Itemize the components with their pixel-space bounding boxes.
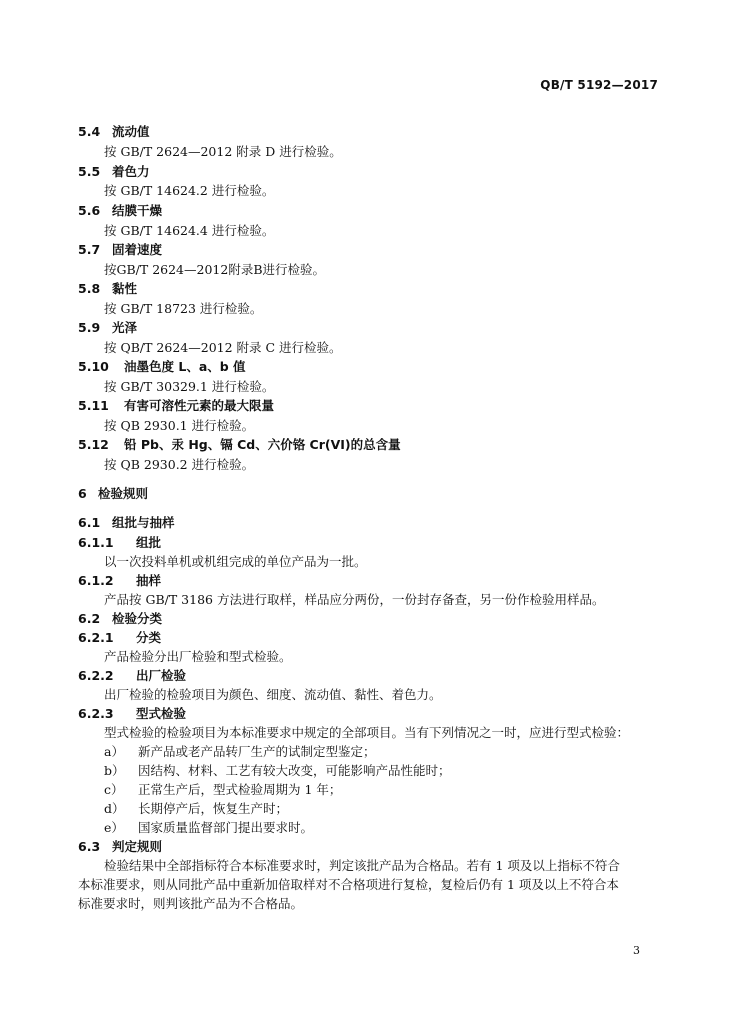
- section-title: 黏性: [112, 281, 138, 296]
- section-number: 5.7: [78, 242, 101, 257]
- section-number: 5.8: [78, 281, 101, 296]
- section-5-12-text: 按 QB 2930.2 进行检验。: [104, 457, 255, 472]
- list-marker: b）: [104, 763, 125, 778]
- section-title: 分类: [136, 630, 162, 645]
- section-number: 5.9: [78, 320, 101, 335]
- section-6-2-2-text: 出厂检验的检验项目为颜色、细度、流动值、黏性、着色力。: [104, 687, 442, 702]
- section-title: 着色力: [112, 164, 150, 179]
- section-5-6-text: 按 GB/T 14624.4 进行检验。: [104, 223, 275, 238]
- list-item-text: 国家质量监督部门提出要求时。: [138, 820, 314, 835]
- section-5-5-heading: [78, 163, 150, 181]
- section-number: 5.12: [78, 437, 109, 452]
- section-6-2-3-heading: [78, 705, 186, 723]
- section-5-5-text: 按 GB/T 14624.2 进行检验。: [104, 183, 275, 198]
- list-item: [104, 800, 288, 818]
- section-title: 油墨色度 L、a、b 值: [124, 359, 246, 374]
- section-5-8-heading: [78, 280, 137, 298]
- section-5-4-heading: [78, 123, 150, 141]
- list-item: [104, 762, 451, 780]
- section-6-3-text-line-2: 本标准要求，则从同批产品中重新加倍取样对不合格项进行复检，复检后仍有 1 项及以上不符合本: [78, 877, 619, 892]
- section-5-9-text: 按 QB/T 2624—2012 附录 C 进行检验。: [104, 340, 342, 355]
- list-item-text: 长期停产后，恢复生产时；: [138, 801, 289, 816]
- list-item: [104, 781, 341, 799]
- section-title: 出厂检验: [136, 668, 187, 683]
- section-5-12-heading: [78, 436, 401, 454]
- section-6-1-1-heading: [78, 534, 161, 552]
- section-6-1-2-text: 产品按 GB/T 3186 方法进行取样，样品应分两份，一份封存备查，另一份作检验用样品。: [104, 592, 605, 607]
- standard-number: QB/T 5192—2017: [540, 78, 658, 92]
- section-title: 判定规则: [112, 839, 163, 854]
- section-number: 5.10: [78, 359, 109, 374]
- section-number: 5.5: [78, 164, 101, 179]
- section-6-2-heading: [78, 610, 162, 628]
- section-6-2-3-text: 型式检验的检验项目为本标准要求中规定的全部项目。当有下列情况之一时，应进行型式检验：: [104, 725, 630, 740]
- section-5-10-heading: [78, 358, 246, 376]
- list-marker: d）: [104, 801, 125, 816]
- section-number: 5.4: [78, 124, 101, 139]
- list-marker: c）: [104, 782, 124, 797]
- section-title: 型式检验: [136, 706, 187, 721]
- list-item-text: 因结构、材料、工艺有较大改变，可能影响产品性能时；: [138, 763, 451, 778]
- section-title: 光泽: [112, 320, 138, 335]
- section-6-3-heading: [78, 838, 162, 856]
- section-6-1-1-text: 以一次投料单机或机组完成的单位产品为一批。: [104, 554, 367, 569]
- section-6-2-1-heading: [78, 629, 161, 647]
- section-5-11-text: 按 QB 2930.1 进行检验。: [104, 418, 255, 433]
- section-6-3-text-line-3: 标准要求时，则判该批产品为不合格品。: [78, 896, 304, 911]
- section-title: 检验分类: [112, 611, 163, 626]
- page-number: 3: [633, 944, 640, 957]
- list-marker: a）: [104, 744, 124, 759]
- section-number: 5.6: [78, 203, 101, 218]
- section-number: 6.1.2: [78, 573, 114, 588]
- section-number: 6.2.1: [78, 630, 114, 645]
- list-item-text: 新产品或老产品转厂生产的试制定型鉴定；: [138, 744, 376, 759]
- section-title: 组批与抽样: [112, 515, 175, 530]
- section-5-4-text: 按 GB/T 2624—2012 附录 D 进行检验。: [104, 144, 342, 159]
- section-5-8-text: 按 GB/T 18723 进行检验。: [104, 301, 263, 316]
- list-item: [104, 819, 313, 837]
- section-6-2-2-heading: [78, 667, 186, 685]
- section-title: 结膜干燥: [112, 203, 163, 218]
- section-5-6-heading: [78, 202, 162, 220]
- section-5-11-heading: [78, 397, 274, 415]
- section-number: 6.3: [78, 839, 101, 854]
- list-item: [104, 743, 376, 761]
- section-6-2-1-text: 产品检验分出厂检验和型式检验。: [104, 649, 292, 664]
- section-number: 5.11: [78, 398, 109, 413]
- section-title: 流动值: [112, 124, 150, 139]
- list-marker: e）: [104, 820, 124, 835]
- section-5-10-text: 按 GB/T 30329.1 进行检验。: [104, 379, 275, 394]
- section-5-7-text: 按GB/T 2624—2012附录B进行检验。: [104, 262, 326, 277]
- section-title: 固着速度: [112, 242, 163, 257]
- section-6-1-2-heading: [78, 572, 161, 590]
- section-6-1-heading: [78, 514, 175, 532]
- section-6-heading: [78, 485, 148, 503]
- section-title: 有害可溶性元素的最大限量: [124, 398, 275, 413]
- section-number: 6.1.1: [78, 535, 114, 550]
- section-title: 检验规则: [98, 486, 149, 501]
- section-5-7-heading: [78, 241, 162, 259]
- section-number: 6: [78, 486, 87, 501]
- section-number: 6.1: [78, 515, 101, 530]
- section-number: 6.2.2: [78, 668, 114, 683]
- section-6-3-text-line-1: 检验结果中全部指标符合本标准要求时，判定该批产品为合格品。若有 1 项及以上指标不符合: [104, 858, 620, 873]
- section-title: 组批: [136, 535, 162, 550]
- section-number: 6.2: [78, 611, 101, 626]
- section-title: 抽样: [136, 573, 162, 588]
- section-number: 6.2.3: [78, 706, 114, 721]
- list-item-text: 正常生产后，型式检验周期为 1 年；: [138, 782, 342, 797]
- section-5-9-heading: [78, 319, 137, 337]
- section-title: 铅 Pb、汞 Hg、镉 Cd、六价铬 Cr(VI)的总含量: [124, 437, 401, 452]
